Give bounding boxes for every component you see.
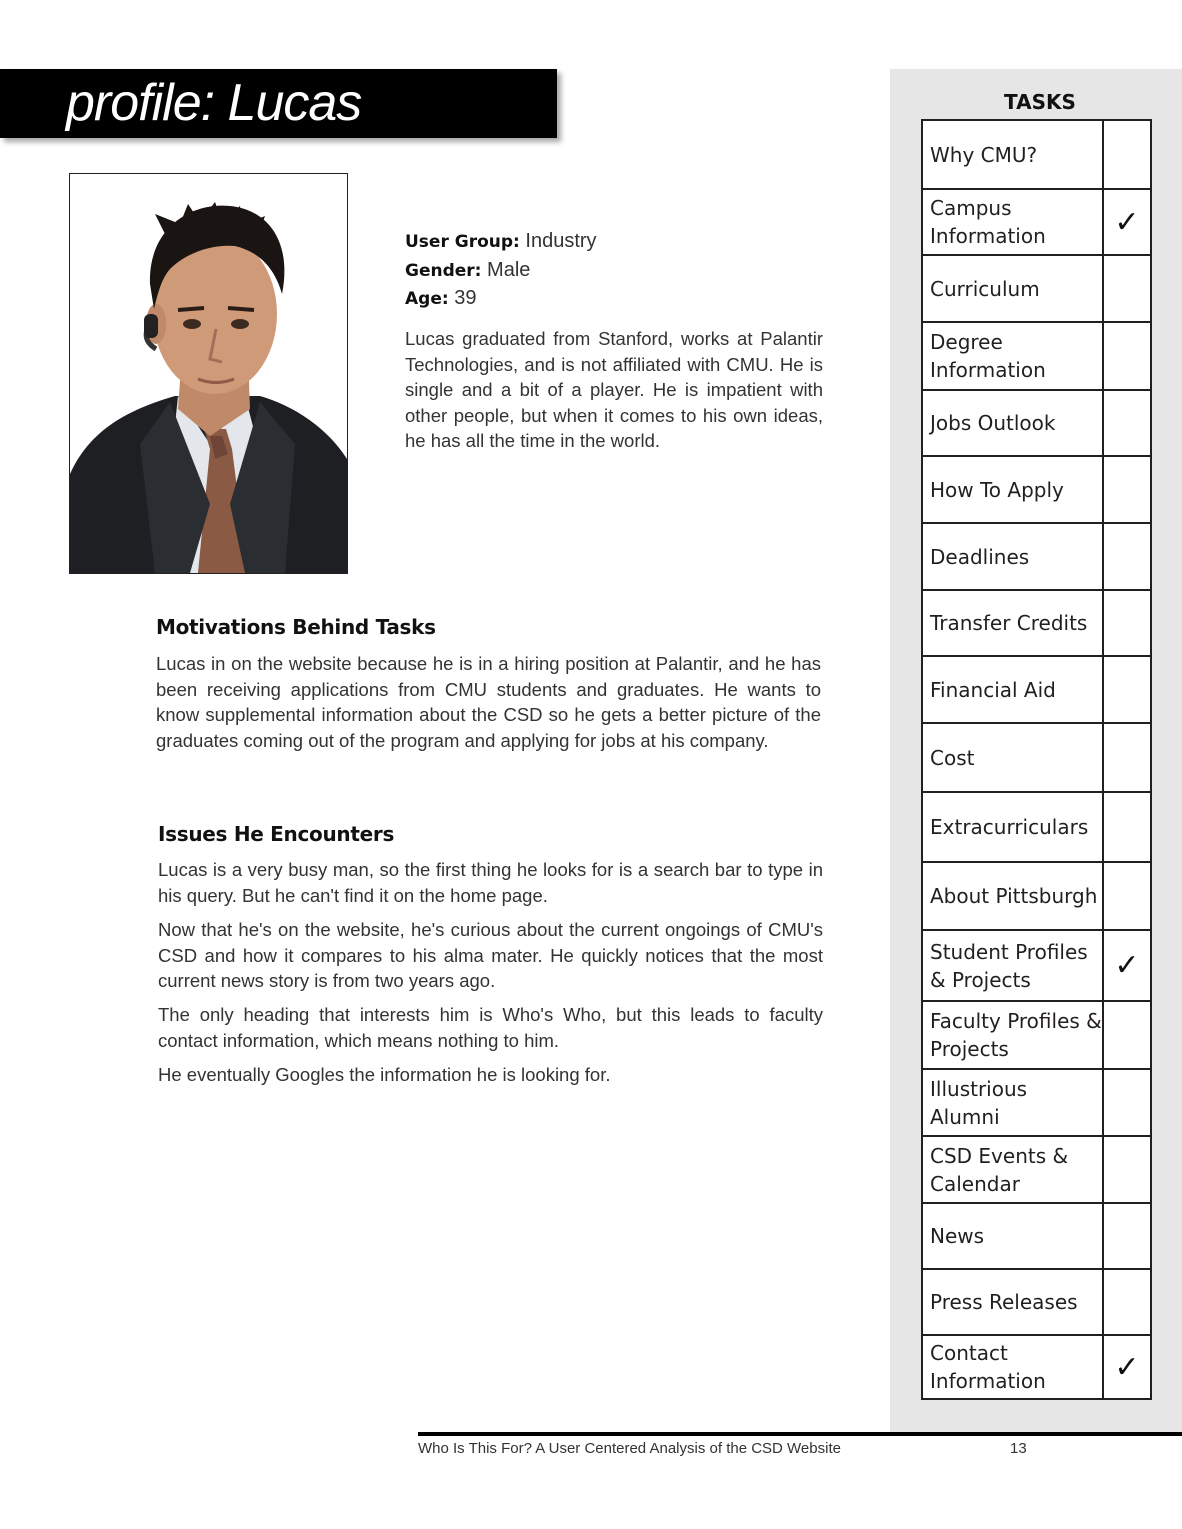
task-label: Cost — [923, 724, 1104, 791]
task-label: Curriculum — [923, 256, 1104, 321]
task-check-cell — [1104, 457, 1150, 522]
task-label: About Pittsburgh — [923, 863, 1104, 929]
task-row — [923, 589, 1150, 655]
age-value: 39 — [454, 287, 477, 309]
task-label: Transfer Credits — [923, 591, 1104, 655]
task-label: How To Apply — [923, 457, 1104, 522]
task-row — [923, 522, 1150, 589]
task-row — [923, 1334, 1150, 1398]
task-check-cell — [1104, 1002, 1150, 1068]
task-row — [923, 121, 1150, 188]
task-row — [923, 929, 1150, 1000]
tasks-title: TASKS — [1004, 90, 1076, 114]
task-label: CSD Events & Calendar — [923, 1137, 1104, 1202]
task-label: Illustrious Alumni — [923, 1070, 1104, 1135]
task-label: Press Releases — [923, 1270, 1104, 1334]
task-label: Contact Information — [923, 1336, 1104, 1398]
user-group-label: User Group: — [405, 232, 520, 252]
task-row — [923, 791, 1150, 861]
motivations-text: Lucas in on the website because he is in a hiring position at Palantir, and he has been receiving applications from CMU students and graduates. He wants to know supplemental information about the CSD so he gets a better picture of the graduates coming out of the program and applying for jobs at his company. — [156, 653, 821, 751]
task-check-cell — [1104, 724, 1150, 791]
age-line — [405, 285, 825, 314]
task-check-cell — [1104, 1270, 1150, 1334]
issues-paragraph: He eventually Googles the information he is looking for. — [158, 1064, 611, 1085]
task-label: Student Profiles & Projects — [923, 931, 1104, 1000]
task-label: Degree Information — [923, 323, 1104, 389]
issues-paragraph: The only heading that interests him is Who's Who, but this leads to faculty contact information, which means nothing to him. — [158, 1004, 823, 1051]
task-label: Deadlines — [923, 524, 1104, 589]
checkmark-icon: ✓ — [1114, 1349, 1140, 1385]
task-label: News — [923, 1204, 1104, 1268]
gender-label: Gender: — [405, 260, 482, 281]
profile-details — [405, 228, 825, 314]
task-row — [923, 722, 1150, 791]
task-label: Financial Aid — [923, 657, 1104, 722]
task-check-cell — [1104, 323, 1150, 389]
task-row — [923, 1268, 1150, 1334]
user-group-value: Industry — [525, 230, 597, 252]
task-check-cell — [1104, 1204, 1150, 1268]
task-check-cell — [1104, 391, 1150, 455]
task-row — [923, 455, 1150, 522]
task-label: Why CMU? — [923, 121, 1104, 188]
task-row — [923, 655, 1150, 722]
issues-paragraph: Lucas is a very busy man, so the first thing he looks for is a search bar to type in his query. But he can't find it on the home page. — [158, 859, 823, 906]
task-check-cell — [1104, 1070, 1150, 1135]
issues-paragraph: Now that he's on the website, he's curious about the current ongoings of CMU's CSD and how it compares to his alma mater. He quickly notices that the most current news story is from two years ago. — [158, 919, 823, 991]
task-check-cell — [1104, 863, 1150, 929]
task-row — [923, 861, 1150, 929]
checkmark-icon: ✓ — [1114, 948, 1140, 983]
age-label: Age: — [405, 289, 449, 309]
user-group-line — [405, 228, 825, 257]
task-check-cell — [1104, 121, 1150, 188]
gender-value: Male — [487, 258, 531, 281]
task-check-cell — [1104, 591, 1150, 655]
tasks-table — [921, 119, 1152, 1400]
motivations-heading: Motivations Behind Tasks — [156, 615, 436, 639]
task-row — [923, 1135, 1150, 1202]
checkmark-icon: ✓ — [1114, 204, 1140, 240]
task-label: Campus Information — [923, 190, 1104, 254]
task-check-cell — [1104, 793, 1150, 861]
footer-title: Who Is This For? A User Centered Analysis of the CSD Website — [418, 1440, 841, 1457]
task-row — [923, 1000, 1150, 1068]
task-row — [923, 1202, 1150, 1268]
task-check-cell — [1104, 256, 1150, 321]
task-row — [923, 389, 1150, 455]
task-row — [923, 321, 1150, 389]
page-title: profile: Lucas — [66, 74, 362, 132]
task-label: Jobs Outlook — [923, 391, 1104, 455]
title-banner — [0, 69, 557, 138]
task-label: Extracurriculars — [923, 793, 1104, 861]
task-row — [923, 254, 1150, 321]
page-number: 13 — [1010, 1440, 1027, 1457]
task-check-cell — [1104, 1137, 1150, 1202]
issues-heading: Issues He Encounters — [158, 822, 395, 846]
task-row — [923, 188, 1150, 254]
gender-line — [405, 257, 825, 286]
task-label: Faculty Profiles & Projects — [923, 1002, 1104, 1068]
task-row — [923, 1068, 1150, 1135]
task-check-cell — [1104, 524, 1150, 589]
footer-rule — [418, 1432, 1182, 1436]
task-check-cell — [1104, 657, 1150, 722]
profile-bio: Lucas graduated from Stanford, works at Palantir Technologies, and is not affiliated with CMU. He is single and a bit of a player. He is impatient with other people, but when it comes to his own ideas, he has all the time in the world. — [405, 328, 823, 451]
profile-photo — [69, 173, 348, 574]
